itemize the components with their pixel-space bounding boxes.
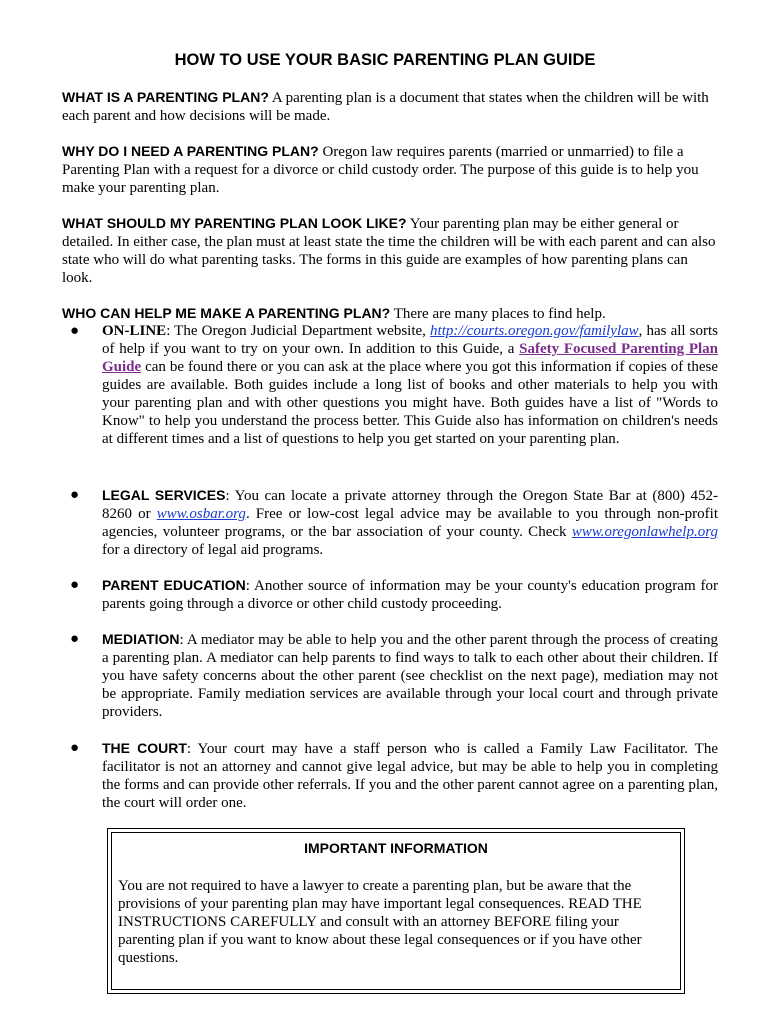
online-text-2: , has all sorts of help if you want to try on your own. In addition to this Guide, a [102,323,719,357]
online-text-3: can be found there or you can ask at the place where you got this information if copies of these guides are available. Both guides include a long list of books and other materials to help you with your parenting plan and with other questions you might have. Both guides have a list of "Words to Know" to help you understand the process better. This Guide also has information on children's needs at different times and a list of questions to help you get started on your parenting plan. [102,359,718,447]
section-what-is [62,88,718,125]
legal-services-title: LEGAL SERVICES [102,487,226,503]
legal-text-3: for a directory of legal aid programs. [102,542,324,558]
heading-why-need: WHY DO I NEED A PARENTING PLAN? [62,143,319,159]
court-text [102,739,718,812]
bullet-icon: ● [70,631,80,647]
section-who-help [62,304,718,323]
text-who-help: There are many places to find help. [393,306,606,322]
list-item-online [62,322,718,448]
education-text: : Another source of information may be your county's education program for parents going through a divorce or other child custody proceeding. [102,578,719,612]
mediation-text [102,630,718,721]
online-text-1: : The Oregon Judicial Department website, [166,323,431,339]
osbar-link[interactable]: www.osbar.org [156,506,246,522]
bullet-icon: ● [70,577,80,593]
court-body: : Your court may have a staff person who is called a Family Law Facilitator. The facilitator is not an attorney and cannot give legal advice, but may be able to help you in completing the forms and can provide other referrals. If you and the other parent cannot agree on a parenting plan, the court will order one. [102,741,718,811]
safety-guide-link[interactable]: Safety Focused Parenting Plan Guide [102,341,719,375]
legal-services-text [102,486,718,559]
mediation-title: MEDIATION [102,631,180,647]
list-item-court [62,739,718,812]
parent-education-title: PARENT EDUCATION [102,577,246,593]
important-info-inner-border [111,832,681,990]
mediation-body: : A mediator may be able to help you and the other parent through the process of creating a parenting plan. A mediator can help parents to find ways to talk to each other about their children. If you have safety concerns about the other parent (see checklist on the next page), mediation may not be appropriate. Family mediation services are available through your local court and through private providers. [102,632,718,720]
heading-look-like: WHAT SHOULD MY PARENTING PLAN LOOK LIKE? [62,215,407,231]
parent-education-text [102,576,718,613]
list-item-parent-education [62,576,718,613]
section-why-need [62,142,718,197]
heading-who-help: WHO CAN HELP ME MAKE A PARENTING PLAN? [62,305,391,321]
text-why-need: Oregon law requires parents (married or unmarried) to file a Parenting Plan with a request for a divorce or child custody order. The purpose of this guide is to help you make your parenting plan. [62,144,699,196]
list-item-mediation [62,630,718,721]
important-info-text: You are not required to have a lawyer to create a parenting plan, but be aware that the provisions of your parenting plan may have important legal consequences. READ THE INSTRUCTIONS CAREFULLY and consult with an attorney BEFORE filing your parenting plan if you want to know about these legal consequences or if you have other questions. [118,878,642,966]
page-title: HOW TO USE YOUR BASIC PARENTING PLAN GUIDE [174,51,596,69]
online-text [102,322,718,448]
legal-text-2: . Free or low-cost legal advice may be available to you through non-profit agencies, volunteer programs, or the bar association of your county. Check [102,506,718,540]
important-info-box [107,828,685,994]
court-title: THE COURT [102,740,187,756]
text-what-is: A parenting plan is a document that states when the children will be with each parent and how decisions will be made. [62,90,709,124]
bullet-icon: ● [70,323,80,339]
judicial-website-link[interactable]: http://courts.oregon.gov/familylaw [430,323,639,339]
bullet-icon: ● [70,487,80,503]
online-title: ON-LINE [102,323,167,339]
list-item-legal-services [62,486,718,559]
bullet-icon: ● [70,740,80,756]
section-look-like [62,214,718,287]
important-info-title: IMPORTANT INFORMATION [304,840,488,856]
legal-text-1: : You can locate a private attorney through the Oregon State Bar at (800) 452-8260 or [102,488,718,522]
heading-what-is: WHAT IS A PARENTING PLAN? [62,89,269,105]
text-look-like: Your parenting plan may be either general or detailed. In either case, the plan must at least state the time the children will be with each parent and can also state who will do what parenting tasks. The forms in this guide are examples of how parenting plans can look. [62,216,716,286]
oregonlawhelp-link[interactable]: www.oregonlawhelp.org [571,524,718,540]
